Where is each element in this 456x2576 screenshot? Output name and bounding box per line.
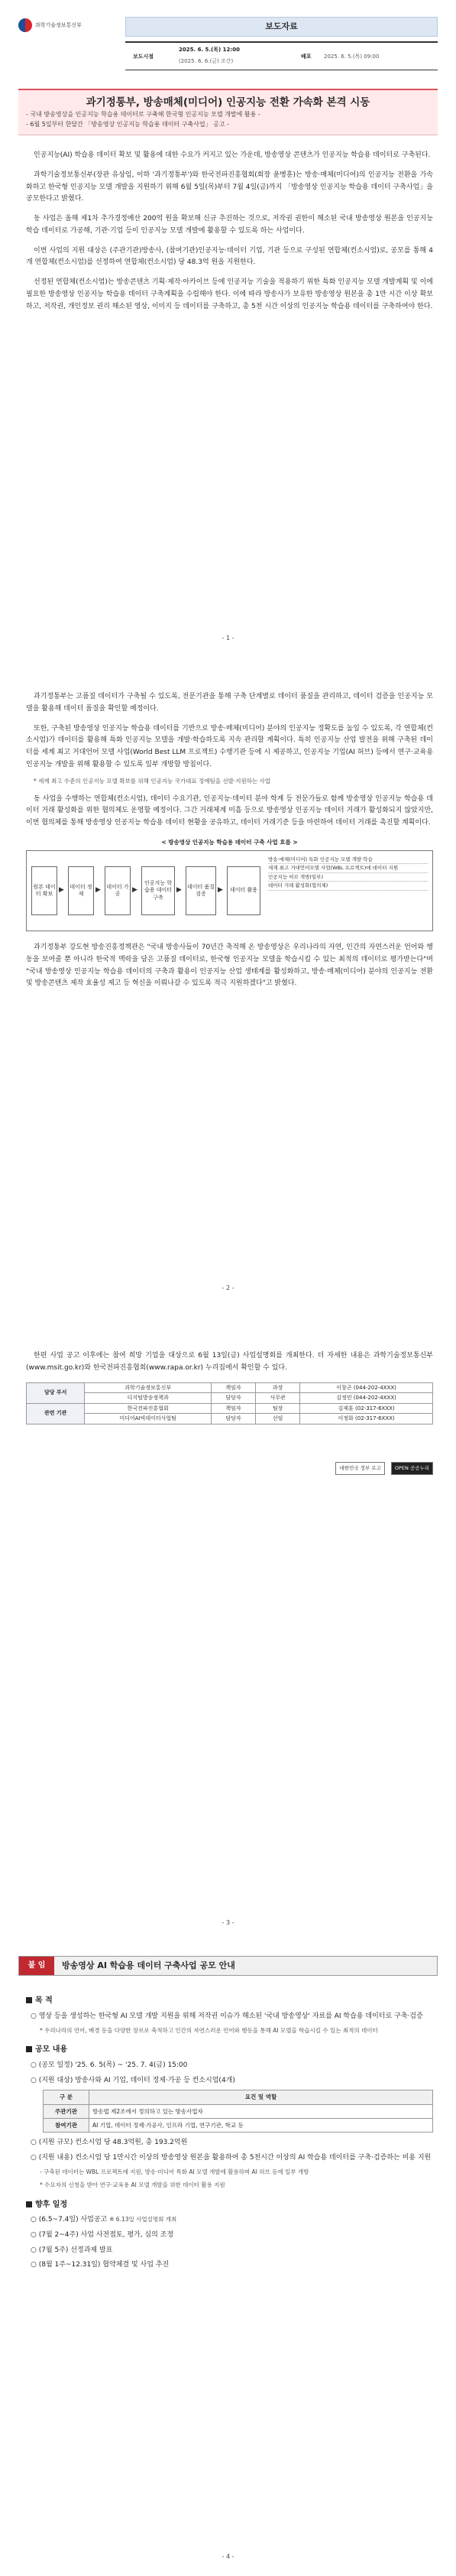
- page-4-body: [26, 1986, 433, 2275]
- list-item: ○ (공모 일정) '25. 6. 5(목) ~ '25. 7. 4(금) 15:00: [31, 2061, 188, 2069]
- table-cell: 참여기관: [44, 2118, 89, 2132]
- paragraph: 한편 사업 공고 이후에는 참여 희망 기업을 대상으로 6월 13일(금) 사업설명회를 개최한다. 더 자세한 내용은 과학기술정보통신부(www.msit.go.kr)와 한국전파진흥협회(www.rapa.or.kr) 누리집에서 확인할 수 있다.: [26, 1352, 433, 1372]
- arrow-right-icon: ▶: [59, 886, 64, 894]
- square-bullet-icon: [26, 2046, 32, 2052]
- list-item: ○ (지원 대상) 방송사와 AI 기업, 데이터 정제·가공 등 컨소시엄(4개): [31, 2076, 235, 2084]
- table-cell: 관련 기관: [27, 1403, 85, 1424]
- page-1-body: [26, 150, 433, 320]
- table-cell: 책임자: [211, 1403, 255, 1414]
- press-release-title: 보도자료: [125, 17, 438, 37]
- paragraph: 동 사업을 수행하는 연합체(컨소시엄), 데이터 수요기관, 인공지능·데이터 분야 학계 등 전문가들로 함께 방송영상 인공지능 학습용 데이터 거래 활성화를 위한 협의체도 운영할 예정이다. 그간 거래체계 미흡 등으로 방송영상 인공지능 데이터 거래가 활성화되지 않았지만, 이번 협의체를 통해 방송영상 인공지능 학습용 데이터 현황을 공유하고, 데이터 거래기준 등을 마련하여 데이터 거래를 촉진할 계획이다.: [26, 794, 433, 827]
- government-logo: 대한민국 정부 로고: [335, 1462, 384, 1475]
- release-date: 2025. 6. 5.(목) 12:00: [179, 47, 240, 53]
- arrow-right-icon: ▶: [95, 886, 101, 894]
- list-item: ○ (지원 규모) 컨소시엄 당 48.3억원, 총 193.2억원: [31, 2138, 188, 2146]
- open-license-logo: OPEN 공공누리: [391, 1462, 433, 1475]
- table-cell: 사무관: [256, 1393, 300, 1404]
- headline-sub-1: - 국내 방송영상을 인공지능 학습용 데이터로 구축해 한국형 인공지능 모델 개발에 활용 -: [26, 111, 260, 119]
- flow-outcomes: [268, 856, 428, 891]
- footer-logos: [335, 1462, 433, 1475]
- flow-step: 인공지능 학습용 데이터 구축: [141, 866, 175, 915]
- page-2-body: [26, 691, 433, 998]
- arrow-right-icon: ▶: [132, 886, 137, 894]
- note: * 수요자의 신청을 받아 연구·교육용 AI 모델 개발을 위한 데이터 활용 지원: [40, 2181, 225, 2189]
- paragraph: 또한, 구축된 방송영상 인공지능 학습용 데이터를 기반으로 방송·매체(미디어) 분야의 인공지능 정확도를 높일 수 있도록, 각 연합체(컨소시엄)가 데이터를 활용해 특화 인공지능 모델을 개발·학습하도록 지속 관리할 계획이다. 특히 인공지능 산업 발전을 위해 구축된 데이터를 세계 최고 거대언어 모델 사업(World Best LLM 프로젝트) 수행기관 등에 시 제공하고, 인공지능 기업(AI 허브) 등에서 연구·교육용 인공지능 개발을 위해 활용할 수 있도록 일부 개방할 방침이다.: [26, 724, 433, 768]
- table-cell: 과학기술정보통신부: [85, 1382, 212, 1393]
- table-cell: 과장: [256, 1382, 300, 1393]
- table-row: [44, 2090, 433, 2104]
- spacer: [26, 931, 433, 942]
- attachment-tag: 붙 임: [19, 1957, 54, 1975]
- table-cell: 책임자: [211, 1382, 255, 1393]
- page-1: [0, 0, 456, 658]
- list-item: ○ (7월 5주) 선정과제 발표: [31, 2246, 113, 2254]
- table-row: [27, 1403, 433, 1414]
- list-item: ○ (지원 내용) 컨소시엄 당 1만시간 이상의 방송영상 원본을 활용하여 총 5천시간 이상의 AI 학습용 데이터를 구축·검증하는 비용 지원: [31, 2153, 432, 2162]
- contact-table: [26, 1382, 433, 1424]
- page-number: - 2 -: [222, 1285, 234, 1291]
- table-cell: AI 기업, 데이터 정제·가공사, 인프라 기업, 연구기관, 학교 등: [89, 2118, 433, 2132]
- arrow-right-icon: ▶: [218, 886, 223, 894]
- flow-step: 원본 데이터 확보: [31, 866, 57, 915]
- square-bullet-icon: [26, 1997, 32, 2003]
- section-heading: 공모 내용: [26, 2043, 433, 2057]
- release-label: 보도시점: [133, 54, 154, 60]
- footnote: * 세계 최고 수준의 인공지능 모델 확보를 위해 인공지능 국가대표 정예팀을 선발·지원하는 사업: [34, 777, 271, 784]
- flow-outcome: 인공지능 허브 개방(일부): [268, 873, 428, 882]
- headline-box: [18, 89, 438, 135]
- table-cell: 방송법 제2조에서 정의하고 있는 방송사업자: [89, 2104, 433, 2118]
- note: - 구축된 데이터는 WBL 프로젝트에 지원, 방송·미디어 특화 AI 모델 개발에 활용하며 AI 허브 등에 일부 개방: [40, 2168, 309, 2176]
- paragraph: 이번 사업의 지원 대상은 (주관기관)방송사, (참여기관)인공지능·데이터 기업, 기관 등으로 구성된 연합체(컨소시엄)로, 공모를 통해 4개 연합체(컨소시엄)를 선정하여 연합체(컨소시엄) 당 48.3억 원을 지원한다.: [26, 246, 433, 267]
- table-row: [44, 2118, 433, 2132]
- table-cell: 주관기관: [44, 2104, 89, 2118]
- paragraph: 과기정통부 강도현 방송진흥정책관은 "국내 방송사들이 70년간 축적해 온 방송영상은 우리나라의 자연, 인간의 자연스러운 언어와 행동을 보여줄 뿐 아니라 한국적 맥락을 담은 고품질 데이터로, 한국형 인공지능 모델을 학습시킬 수 있는 최적의 데이터로 평가받는다"며 "국내 방송영상 인공지능 학습용 데이터의 구축과 활용이 인공지능 산업 생태계를 활성화하고, 방송·매체(미디어) 분야의 인공지능 전환 및 방송콘텐츠 제작 효율성 제고 등 혁신을 이뤄나갈 수 있도록 적극 지원하겠다"고 밝혔다.: [26, 944, 433, 988]
- table-cell: 구 분: [44, 2090, 89, 2104]
- flow-step: 데이터 정제: [68, 866, 94, 915]
- table-row: [44, 2104, 433, 2118]
- table-cell: 한국전파진흥협회: [85, 1403, 212, 1414]
- list-item: ○ (8월 1주~12.31일) 협약체결 및 사업 추진: [31, 2261, 170, 2269]
- distribution-label: 배포: [301, 54, 312, 60]
- arrow-right-icon: ▶: [176, 886, 182, 894]
- flow-diagram-title: < 방송영상 인공지능 학습용 데이터 구축 사업 흐름 >: [161, 838, 298, 846]
- paragraph: 과기정통부는 고품질 데이터가 구축될 수 있도록, 전문기관을 통해 구축 단계별로 데이터 품질을 관리하고, 데이터 검증을 인공지능 모델을 활용해 데이터 품질을 확인할 예정이다.: [26, 693, 433, 713]
- page-number: - 3 -: [222, 1919, 234, 1926]
- table-cell: 담당자: [211, 1414, 255, 1424]
- flow-outcome: 방송·매체(미디어) 특화 인공지능 모델 개발·학습: [268, 856, 428, 864]
- table-cell: 담당자: [211, 1393, 255, 1404]
- ministry-logo: [18, 15, 110, 35]
- table-cell: 미디어AI빅데이터사업팀: [85, 1414, 212, 1424]
- page-2: [0, 658, 456, 1307]
- page-number: - 4 -: [222, 2553, 234, 2560]
- ministry-logo-text: 과학기술정보통신부: [35, 21, 82, 28]
- flow-outcome: 데이터 거래 활성화(협의체): [268, 882, 428, 890]
- paragraph: 선정된 연합체(컨소시엄)는 방송콘텐츠 기획·제작·아카이브 등에 인공지능 기술을 적용하기 위한 특화 인공지능 모델 개발계획 및 이에 필요한 방송영상 인공지능 학습용 데이터 구축계획을 수립해야 한다. 이에 따라 방송사가 보유한 방송영상 원본을 총 1만 시간 이상 확보하고, 저작권, 개인정보 권리 해소된 영상, 이미지 등 데이터를 구축하고, 총 5천 시간 이상의 인공지능 학습용 데이터를 구축하여야 한다.: [26, 278, 433, 310]
- page-3-body: [26, 1350, 433, 1424]
- flow-step: 데이터 가공: [105, 866, 131, 915]
- table-cell: 담당 부서: [27, 1382, 85, 1403]
- paragraph: 동 사업은 올해 제1차 추가경정예산 200억 원을 확보해 신규 추진하는 것으로, 저작권 권한이 해소된 국내 방송영상 원본을 인공지능 학습 데이터로 가공해, 기관·기업 등이 인공지능 모델 개발에 활용할 수 있도록 하는 사업이다.: [26, 215, 433, 235]
- list-item: ○ (6.5~7.4일) 사업공고 ※ 6.13일 사업설명회 개최: [31, 2216, 177, 2224]
- page-number: - 1 -: [222, 635, 234, 642]
- paragraph: 인공지능(AI) 학습용 데이터 확보 및 활용에 대한 수요가 커지고 있는 가운데, 방송영상 콘텐츠가 인공지능 학습용 데이터로 구축된다.: [34, 151, 431, 159]
- attachment-title: 방송영상 AI 학습용 데이터 구축사업 공모 안내: [54, 1957, 437, 1975]
- list-item: ○ (7월 2~4주) 사업 사전접토, 평가, 심의 조정: [31, 2230, 174, 2239]
- table-cell: 선임: [256, 1414, 300, 1424]
- table-cell: 팀장: [256, 1403, 300, 1414]
- square-bullet-icon: [26, 2201, 32, 2207]
- table-row: [27, 1382, 433, 1393]
- ministry-emblem-icon: [18, 18, 32, 32]
- flow-diagram: [26, 850, 433, 931]
- requirements-table: [43, 2090, 433, 2132]
- press-header: [18, 11, 438, 80]
- paragraph: 과학기술정보통신부(장관 유상임, 이하 '과기정통부')와 한국전파진흥협회(회장 윤병훈)는 방송·매체(미디어)의 인공지능 전환을 가속화하고 한국형 인공지능 모델 개발을 지원하기 위해 6월 5일(목)부터 7월 4일(금)까지 「방송영상 인공지능 학습용 데이터 구축사업」을 공모한다고 밝혔다.: [26, 171, 433, 203]
- flow-step: 데이터 품질 검증: [186, 866, 216, 915]
- flow-outcome: 세계 최고 거대언어모델 사업(WBL 프로젝트)에 데이터 지원: [268, 864, 428, 872]
- table-cell: 김정민 (044-202-4XXX): [300, 1393, 433, 1404]
- table-cell: 요건 및 역할: [89, 2090, 433, 2104]
- table-row: [27, 1393, 433, 1404]
- page-3: [0, 1307, 456, 1942]
- headline-main: 과기정통부, 방송매체(미디어) 인공지능 전환 가속화 본격 시동: [86, 96, 370, 109]
- table-row: [27, 1414, 433, 1424]
- section-heading: 향후 일정: [26, 2198, 433, 2212]
- page-4: [0, 1942, 456, 2576]
- note: * 우리나라의 언어, 배경 등을 다양한 장르로 축적하고 인간의 자연스러운 언어와 행동을 통해 AI 모델을 학습시킬 수 있는 최적의 데이터: [40, 2027, 378, 2035]
- release-info-box: [125, 41, 438, 70]
- table-cell: 디지털방송정책과: [85, 1393, 212, 1404]
- table-cell: 이정화 (02-317-6XXX): [300, 1414, 433, 1424]
- flow-step: 데이터 활용: [227, 866, 260, 915]
- list-item: ○ 영상 등을 생성하는 한국형 AI 모델 개발 지원을 위해 저작권 이슈가 해소된 '국내 방송영상' 자료를 AI 학습용 데이터로 구축·검증: [31, 2012, 423, 2020]
- release-date-sub: (2025. 6. 6.(금) 조간): [179, 58, 234, 64]
- distribution-date: 2025. 6. 5.(목) 09:00: [324, 54, 380, 60]
- attachment-header: [18, 1956, 438, 1976]
- table-cell: 이창곤 (044-202-4XXX): [300, 1382, 433, 1393]
- headline-sub-2: - 6월 5일부터 한달간 「방송영상 인공지능 학습용 데이터 구축사업」 공고 -: [26, 121, 230, 128]
- table-cell: 김제훈 (02-317-6XXX): [300, 1403, 433, 1414]
- section-heading: 목 적: [26, 1994, 433, 2008]
